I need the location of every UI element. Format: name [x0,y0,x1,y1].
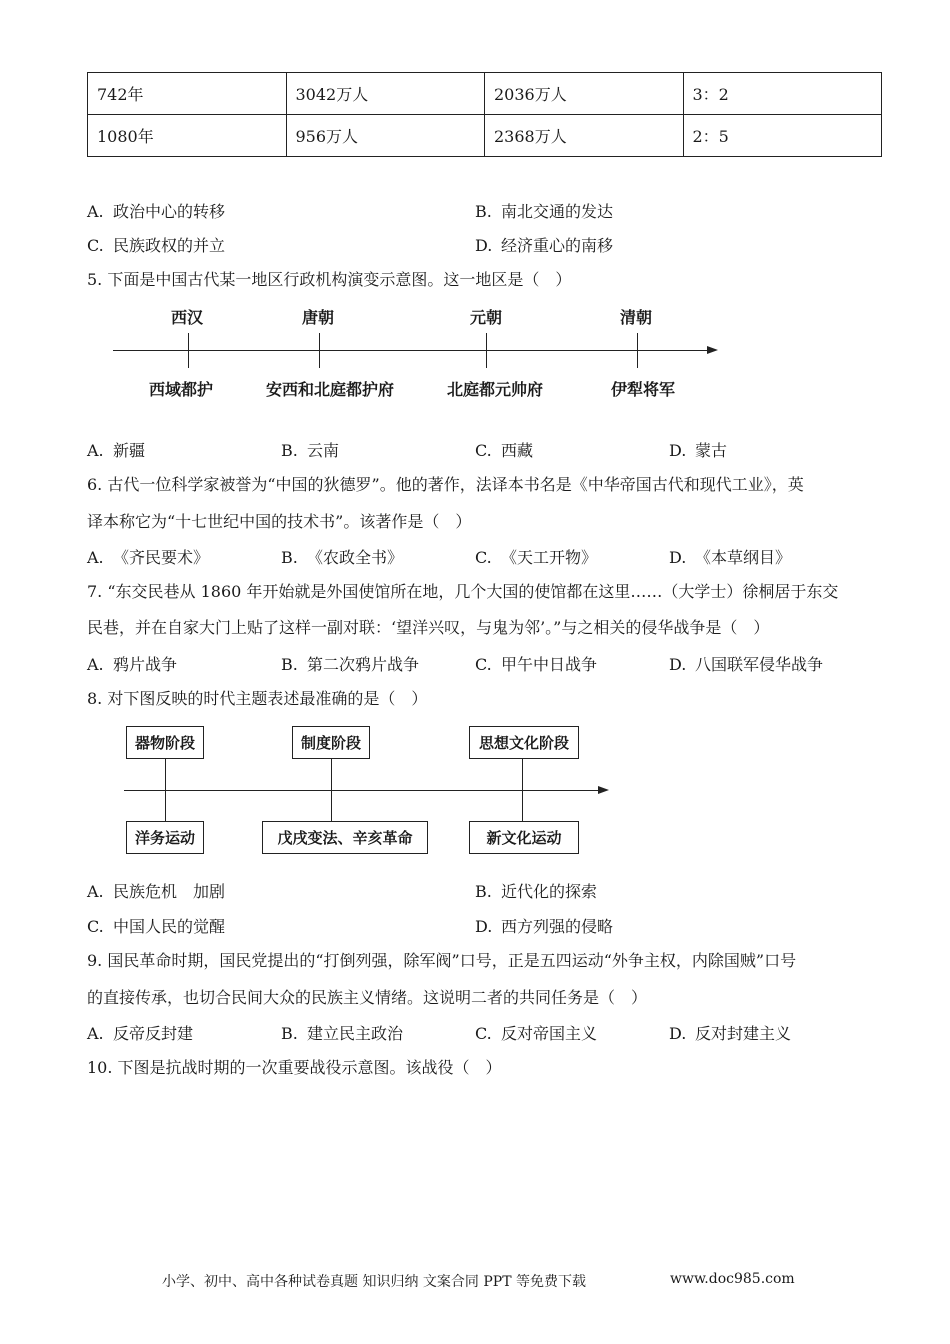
timeline-institution: 安西和北庭都护府 [266,380,395,399]
q5-option-d[interactable]: D. 蒙古 [669,441,728,460]
diagram-event-box: 戊戌变法、辛亥革命 [262,821,428,854]
population-table [87,72,882,157]
timeline-institution: 北庭都元帅府 [447,380,544,399]
diagram-stage-box: 思想文化阶段 [469,726,579,759]
timeline-institution: 伊犁将军 [611,380,676,399]
table-cell: 3042万人 [286,73,485,115]
table-row [88,73,882,115]
diagram-arrow-icon [598,786,609,794]
footer-link[interactable]: www.doc985.com [670,1271,795,1287]
q7-option-b[interactable]: B. 第二次鸦片战争 [281,655,420,674]
table-cell: 2：5 [683,115,882,157]
q4-option-c[interactable]: C. 民族政权的并立 [87,236,226,255]
q7-option-c[interactable]: C. 甲午中日战争 [475,655,598,674]
timeline-dynasty: 清朝 [620,308,653,327]
diagram-event-box: 新文化运动 [469,821,579,854]
q9-stem-line2: 的直接传承，也切合民间大众的民族主义情绪。这说明二者的共同任务是（ ） [87,988,648,1007]
q6-option-b[interactable]: B. 《农政全书》 [281,548,404,567]
q6-option-a[interactable]: A. 《齐民要术》 [87,548,210,567]
table-cell: 2368万人 [485,115,684,157]
timeline-dynasty: 唐朝 [302,308,335,327]
q8-option-a[interactable]: A. 民族危机 加剧 [87,882,226,901]
q5-option-b[interactable]: B. 云南 [281,441,340,460]
q8-option-b[interactable]: B. 近代化的探索 [475,882,598,901]
q5-stem: 5. 下面是中国古代某一地区行政机构演变示意图。这一地区是（ ） [87,270,572,289]
q6-option-d[interactable]: D. 《本草纲目》 [669,548,792,567]
diagram-axis [124,790,602,791]
timeline-tick [486,333,487,368]
q9-option-a[interactable]: A. 反帝反封建 [87,1024,194,1043]
q9-stem-line1: 9. 国民革命时期，国民党提出的“打倒列强，除军阀”口号，正是五四运动“外争主权，内除国贼”口号 [87,951,797,970]
timeline-arrow-icon [707,346,718,354]
q6-stem-line1: 6. 古代一位科学家被誉为“中国的狄德罗”。他的著作，法译本书名是《中华帝国古代和现代工业》，英 [87,475,804,494]
diagram-connector [165,758,166,822]
q7-option-a[interactable]: A. 鸦片战争 [87,655,178,674]
timeline-tick [319,333,320,368]
q9-option-b[interactable]: B. 建立民主政治 [281,1024,404,1043]
diagram-connector [522,758,523,822]
q4-option-a[interactable]: A. 政治中心的转移 [87,202,226,221]
diagram-stage-box: 制度阶段 [292,726,370,759]
timeline-tick [637,333,638,368]
timeline-dynasty: 元朝 [470,308,503,327]
q8-option-d[interactable]: D. 西方列强的侵略 [475,917,614,936]
diagram-stage-box: 器物阶段 [126,726,204,759]
q6-stem-line2: 译本称它为“十七世纪中国的技术书”。该著作是（ ） [87,512,472,531]
table-cell: 3：2 [683,73,882,115]
table-cell: 956万人 [286,115,485,157]
diagram-event-box: 洋务运动 [126,821,204,854]
diagram-connector [331,758,332,822]
q9-option-d[interactable]: D. 反对封建主义 [669,1024,792,1043]
q10-stem: 10. 下图是抗战时期的一次重要战役示意图。该战役（ ） [87,1058,502,1077]
q7-stem-line2: 民巷，并在自家大门上贴了这样一副对联：‘望洋兴叹，与鬼为邻’。”与之相关的侵华战争是（ ） [87,618,770,637]
timeline-dynasty: 西汉 [171,308,204,327]
q4-option-b[interactable]: B. 南北交通的发达 [475,202,614,221]
timeline-tick [188,333,189,368]
timeline-institution: 西域都护 [149,380,214,399]
table-cell: 2036万人 [485,73,684,115]
q8-stem: 8. 对下图反映的时代主题表述最准确的是（ ） [87,689,428,708]
timeline-axis [113,350,711,351]
table-cell: 742年 [88,73,287,115]
footer-text: 小学、初中、高中各种试卷真题 知识归纳 文案合同 PPT 等免费下载 [162,1274,586,1290]
table-row [88,115,882,157]
q7-option-d[interactable]: D. 八国联军侵华战争 [669,655,824,674]
q8-option-c[interactable]: C. 中国人民的觉醒 [87,917,226,936]
q7-stem-line1: 7. “东交民巷从 1860 年开始就是外国使馆所在地，几个大国的使馆都在这里……（大学士）徐桐居于东交 [87,582,839,601]
q9-option-c[interactable]: C. 反对帝国主义 [475,1024,598,1043]
q4-option-d[interactable]: D. 经济重心的南移 [475,236,614,255]
q5-option-c[interactable]: C. 西藏 [475,441,534,460]
q5-option-a[interactable]: A. 新疆 [87,441,146,460]
q6-option-c[interactable]: C. 《天工开物》 [475,548,598,567]
table-cell: 1080年 [88,115,287,157]
